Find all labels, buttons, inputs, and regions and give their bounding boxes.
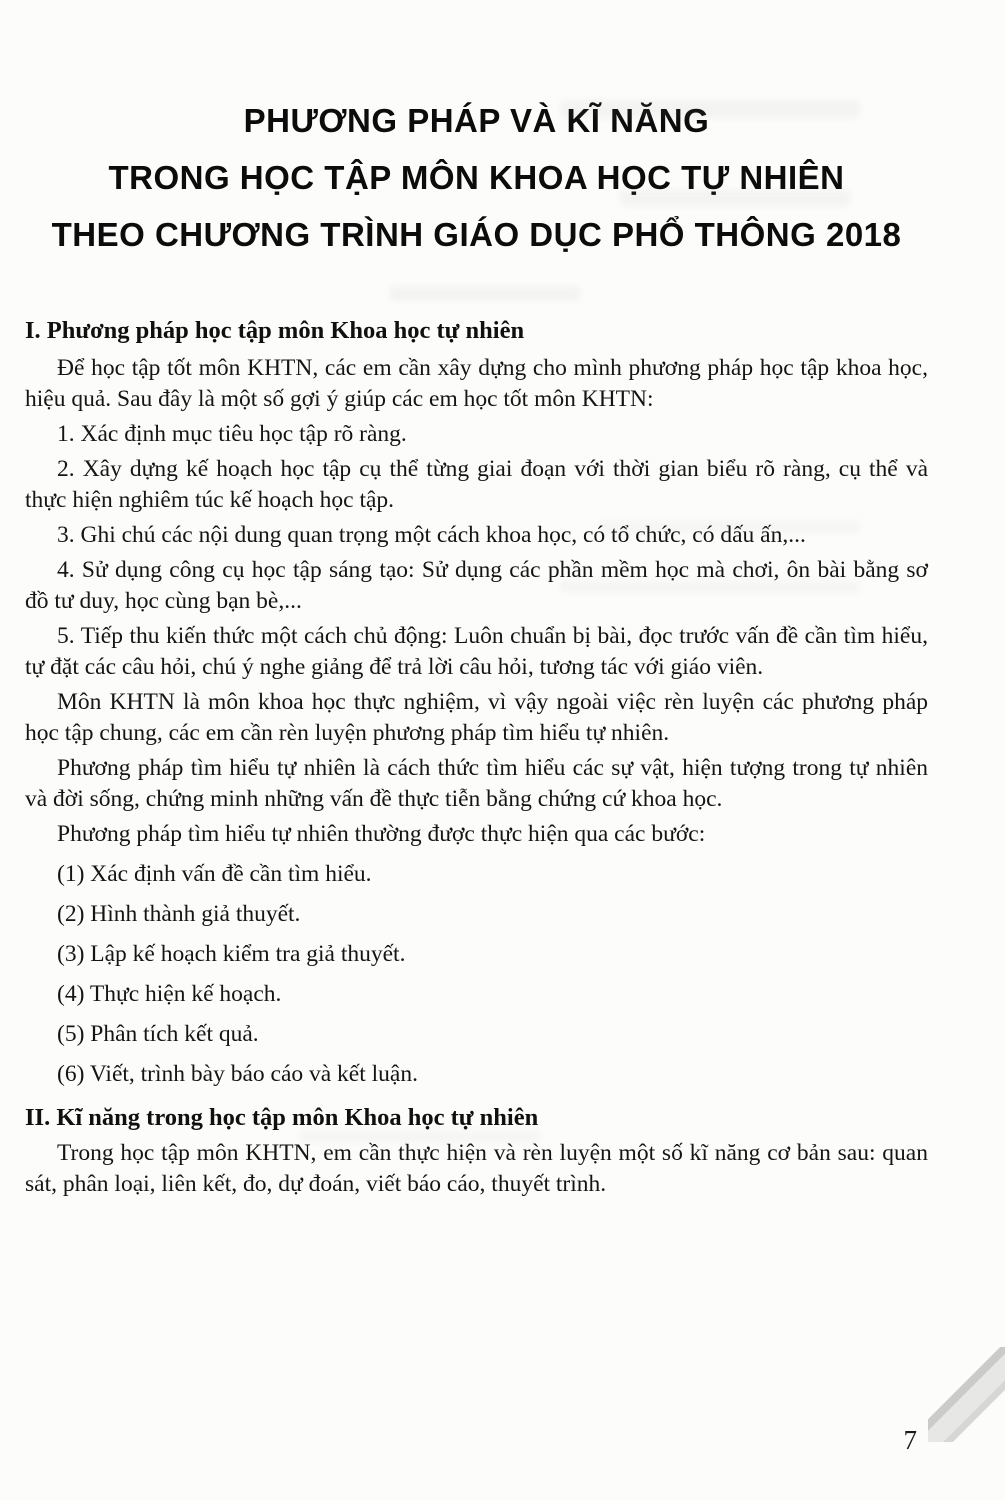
method-step: (3) Lập kế hoạch kiểm tra giả thuyết. bbox=[57, 941, 406, 967]
section-1-list-item: 1. Xác định mục tiêu học tập rõ ràng. bbox=[57, 421, 407, 447]
section-1-paragraph: Phương pháp tìm hiểu tự nhiên thường được thực hiện qua các bước: bbox=[57, 821, 706, 847]
page-number: 7 bbox=[903, 1425, 917, 1455]
method-step: (5) Phân tích kết quả. bbox=[57, 1021, 259, 1047]
page-title-line-3: THEO CHƯƠNG TRÌNH GIÁO DỤC PHỔ THÔNG 2018 bbox=[51, 216, 902, 253]
section-1-paragraph: Để học tập tốt môn KHTN, các em cần xây dựng cho mình phương pháp học tập khoa học, hiệu quả. Sau đây là một số gợi ý giúp các em học tốt môn KHTN: bbox=[25, 355, 928, 412]
section-2-paragraph: Trong học tập môn KHTN, em cần thực hiện và rèn luyện một số kĩ năng cơ bản sau: quan sát, phân loại, liên kết, đo, dự đoán, viết báo cáo, thuyết trình. bbox=[25, 1140, 928, 1197]
page-title bbox=[25, 92, 928, 263]
section-1-paragraph: Môn KHTN là môn khoa học thực nghiệm, vì vậy ngoài việc rèn luyện các phương pháp học tập chung, các em cần rèn luyện phương pháp tìm hiểu tự nhiên. bbox=[25, 689, 928, 746]
method-step: (4) Thực hiện kế hoạch. bbox=[57, 981, 282, 1007]
section-1-list-item: 5. Tiếp thu kiến thức một cách chủ động: Luôn chuẩn bị bài, đọc trước vấn đề cần tìm hiểu, tự đặt các câu hỏi, chú ý nghe giảng để trả lời câu hỏi, tương tác với giáo viên. bbox=[25, 623, 928, 680]
section-1-list-item: 3. Ghi chú các nội dung quan trọng một cách khoa học, có tổ chức, có dấu ấn,... bbox=[57, 522, 806, 548]
method-step: (2) Hình thành giả thuyết. bbox=[57, 901, 301, 927]
section-1-list-item: 4. Sử dụng công cụ học tập sáng tạo: Sử dụng các phần mềm học mà chơi, ôn bài bằng sơ đồ tư duy, học cùng bạn bè,... bbox=[25, 557, 928, 614]
section-1-list-item: 2. Xây dựng kế hoạch học tập cụ thể từng giai đoạn với thời gian biểu rõ ràng, cụ thể và thực hiện nghiêm túc kế hoạch học tập. bbox=[25, 456, 928, 513]
section-1-paragraph: Phương pháp tìm hiểu tự nhiên là cách thức tìm hiểu các sự vật, hiện tượng trong tự nhiên và đời sống, chứng minh những vấn đề thực tiễn bằng chứng cứ khoa học. bbox=[25, 755, 928, 812]
page-title-line-1: PHƯƠNG PHÁP VÀ KĨ NĂNG bbox=[243, 102, 710, 139]
method-step: (6) Viết, trình bày báo cáo và kết luận. bbox=[57, 1061, 418, 1087]
method-step: (1) Xác định vấn đề cần tìm hiểu. bbox=[57, 861, 372, 887]
bleed-through-artifact bbox=[390, 286, 580, 301]
scan-corner-artifact bbox=[928, 1347, 1005, 1442]
page-title-line-2: TRONG HỌC TẬP MÔN KHOA HỌC TỰ NHIÊN bbox=[108, 159, 845, 196]
section-1-heading: I. Phương pháp học tập môn Khoa học tự nhiên bbox=[25, 317, 525, 344]
section-2-heading: II. Kĩ năng trong học tập môn Khoa học tự nhiên bbox=[25, 1104, 539, 1131]
